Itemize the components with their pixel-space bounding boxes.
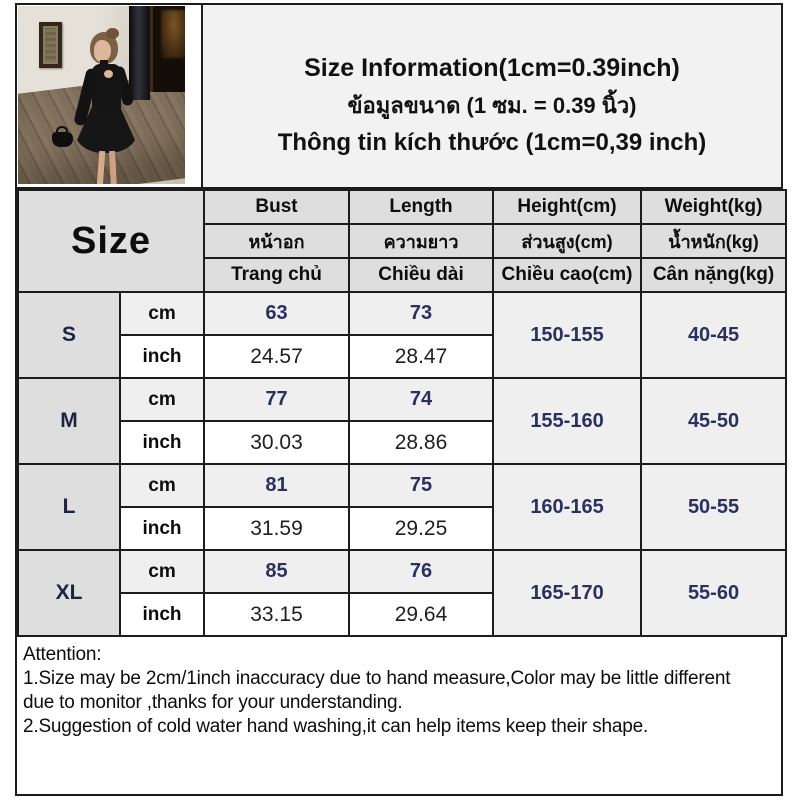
s-length-inch: 28.47: [349, 335, 493, 378]
size-header-cell: Size: [18, 190, 204, 292]
col-header-length-vi: Chiều dài: [349, 258, 493, 292]
s-height: 150-155: [493, 292, 641, 378]
title-thai: ข้อมูลขนาด (1 ซม. = 0.39 นิ้ว): [347, 92, 637, 118]
unit-label-cm: cm: [120, 378, 204, 421]
col-header-bust-en: Bust: [204, 190, 349, 224]
title-block: [203, 5, 781, 187]
m-height: 155-160: [493, 378, 641, 464]
photo-model-hand: [104, 70, 113, 78]
s-weight: 40-45: [641, 292, 786, 378]
s-bust-inch: 24.57: [204, 335, 349, 378]
attention-title: Attention:: [23, 644, 102, 665]
l-length-inch: 29.25: [349, 507, 493, 550]
unit-label-inch: inch: [120, 593, 204, 636]
col-header-weight-th: น้ำหนัก(kg): [641, 224, 786, 258]
xl-bust-inch: 33.15: [204, 593, 349, 636]
unit-label-cm: cm: [120, 292, 204, 335]
product-photo-cell: [17, 5, 203, 187]
unit-label-cm: cm: [120, 464, 204, 507]
l-height: 160-165: [493, 464, 641, 550]
m-length-cm: 74: [349, 378, 493, 421]
row-m-cm: [18, 378, 786, 421]
m-weight: 45-50: [641, 378, 786, 464]
row-l-cm: [18, 464, 786, 507]
unit-label-inch: inch: [120, 421, 204, 464]
attention-notes: [17, 637, 781, 739]
l-bust-cm: 81: [204, 464, 349, 507]
photo-model-right-leg: [109, 151, 117, 184]
unit-label-inch: inch: [120, 507, 204, 550]
size-chart-sheet: [15, 3, 783, 796]
s-length-cm: 73: [349, 292, 493, 335]
attention-note-1a: 1.Size may be 2cm/1inch inaccuracy due to hand measure,Color may be little different: [23, 668, 731, 689]
xl-length-cm: 76: [349, 550, 493, 593]
col-header-height-en: Height(cm): [493, 190, 641, 224]
xl-height: 165-170: [493, 550, 641, 636]
col-header-bust-th: หน้าอก: [204, 224, 349, 258]
col-header-weight-vi: Cân nặng(kg): [641, 258, 786, 292]
l-bust-inch: 31.59: [204, 507, 349, 550]
top-section: [17, 5, 781, 189]
s-bust-cm: 63: [204, 292, 349, 335]
col-header-height-vi: Chiều cao(cm): [493, 258, 641, 292]
photo-model-left-leg: [97, 151, 105, 184]
m-bust-inch: 30.03: [204, 421, 349, 464]
row-xl-cm: [18, 550, 786, 593]
header-row-english: [18, 190, 786, 224]
title-english: Size Information(1cm=0.39inch): [304, 53, 680, 82]
unit-label-inch: inch: [120, 335, 204, 378]
photo-model-face: [94, 40, 111, 62]
xl-length-inch: 29.64: [349, 593, 493, 636]
m-bust-cm: 77: [204, 378, 349, 421]
size-label-xl: XL: [18, 550, 120, 636]
xl-weight: 55-60: [641, 550, 786, 636]
col-header-height-th: ส่วนสูง(cm): [493, 224, 641, 258]
size-table: [17, 189, 787, 637]
title-vietnamese: Thông tin kích thước (1cm=0,39 inch): [277, 128, 707, 156]
col-header-length-th: ความยาว: [349, 224, 493, 258]
attention-note-1b: due to monitor ,thanks for your understanding.: [23, 692, 403, 713]
photo-model-handbag: [52, 132, 73, 147]
size-label-s: S: [18, 292, 120, 378]
col-header-length-en: Length: [349, 190, 493, 224]
size-label-l: L: [18, 464, 120, 550]
attention-note-2: 2.Suggestion of cold water hand washing,it can help items keep their shape.: [23, 716, 649, 737]
col-header-weight-en: Weight(kg): [641, 190, 786, 224]
l-weight: 50-55: [641, 464, 786, 550]
row-s-cm: [18, 292, 786, 335]
col-header-bust-vi: Trang chủ: [204, 258, 349, 292]
size-label-m: M: [18, 378, 120, 464]
xl-bust-cm: 85: [204, 550, 349, 593]
product-photo: [18, 6, 185, 184]
unit-label-cm: cm: [120, 550, 204, 593]
photo-model: [18, 6, 185, 184]
l-length-cm: 75: [349, 464, 493, 507]
photo-model-hair-bun: [106, 28, 119, 39]
m-length-inch: 28.86: [349, 421, 493, 464]
